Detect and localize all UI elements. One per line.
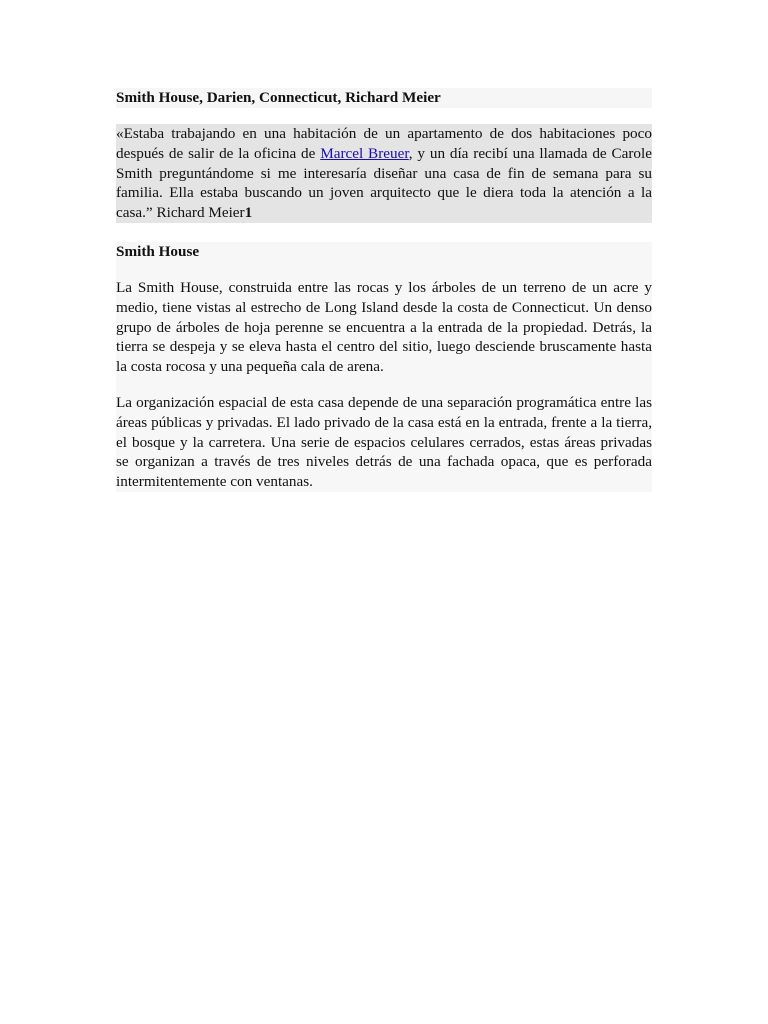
quote-block: [116, 124, 652, 223]
section-title: Smith House: [116, 242, 200, 260]
paragraph-site: La Smith House, construida entre las rocas y los árboles de un terreno de un acre y medio, tiene vistas al estrecho de Long Island desde la costa de Connecticut. Un denso grupo de árboles de hoja perenne se encuentra a la entrada de la propiedad. Detrás, la tierra se despeja y se eleva hasta el centro del sitio, luego desciende bruscamente hasta la costa rocosa y una pequeña cala de arena.: [116, 278, 652, 376]
footnote-marker: 1: [244, 204, 253, 222]
quote-text-after-link: , y un día recibí una llamada de Carole Smith preguntándome si me interesaría diseñar una casa de fin de semana para su familia. Ella estaba buscando un joven arquitecto que le diera toda la atención a la casa.” Richard Meier: [116, 144, 652, 222]
document-title: Smith House, Darien, Connecticut, Richard Meier: [116, 88, 652, 108]
paragraph-organization: La organización espacial de esta casa depende de una separación programática entre las áreas públicas y privadas. El lado privado de la casa está en la entrada, frente a la tierra, el bosque y la carretera. Una serie de espacios celulares cerrados, estas áreas privadas se organizan a través de tres niveles detrás de una fachada opaca, que es perforada intermitentemente con ventanas.: [116, 393, 652, 491]
quote-text-before-link: «Estaba trabajando en una habitación de un apartamento de dos habitaciones poco después de salir de la oficina de: [116, 125, 652, 162]
document-page: [116, 88, 652, 492]
smith-house-section: [116, 242, 652, 492]
marcel-breuer-link[interactable]: Marcel Breuer: [320, 144, 409, 162]
